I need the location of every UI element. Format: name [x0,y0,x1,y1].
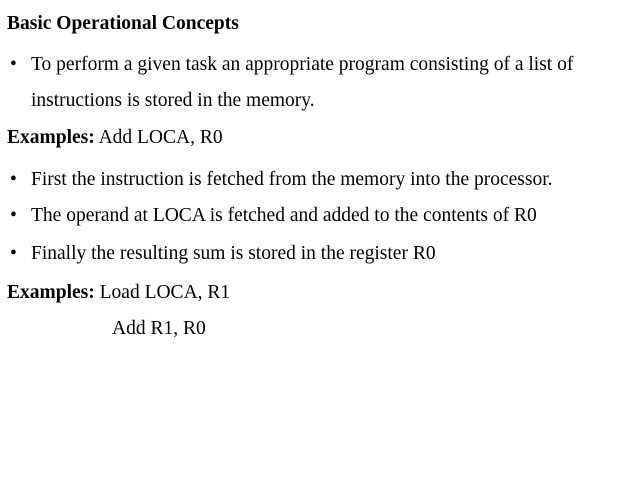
example-2-label: Examples: [7,282,95,303]
step-item: The operand at LOCA is fetched and added to the contents of R0 [31,205,537,226]
step-item: Finally the resulting sum is stored in the register R0 [31,243,436,264]
example-2-instruction-2: Add R1, R0 [112,318,206,339]
example-1-instruction: Add LOCA, R0 [98,127,223,148]
example-2-instruction-1: Load LOCA, R1 [99,282,231,303]
example-1-label: Examples: [7,127,95,148]
intro-text-line-2: instructions is stored in the memory. [31,90,315,111]
bullet-glyph: • [10,243,17,264]
step-item: First the instruction is fetched from the memory into the processor. [31,169,553,190]
example-2 [7,281,230,305]
bullet-glyph: • [10,54,17,75]
slide-title: Basic Operational Concepts [7,13,239,34]
example-1 [7,126,223,150]
intro-text-line-1: To perform a given task an appropriate program consisting of a list of [31,54,574,75]
bullet-glyph: • [10,169,17,190]
bullet-glyph: • [10,205,17,226]
